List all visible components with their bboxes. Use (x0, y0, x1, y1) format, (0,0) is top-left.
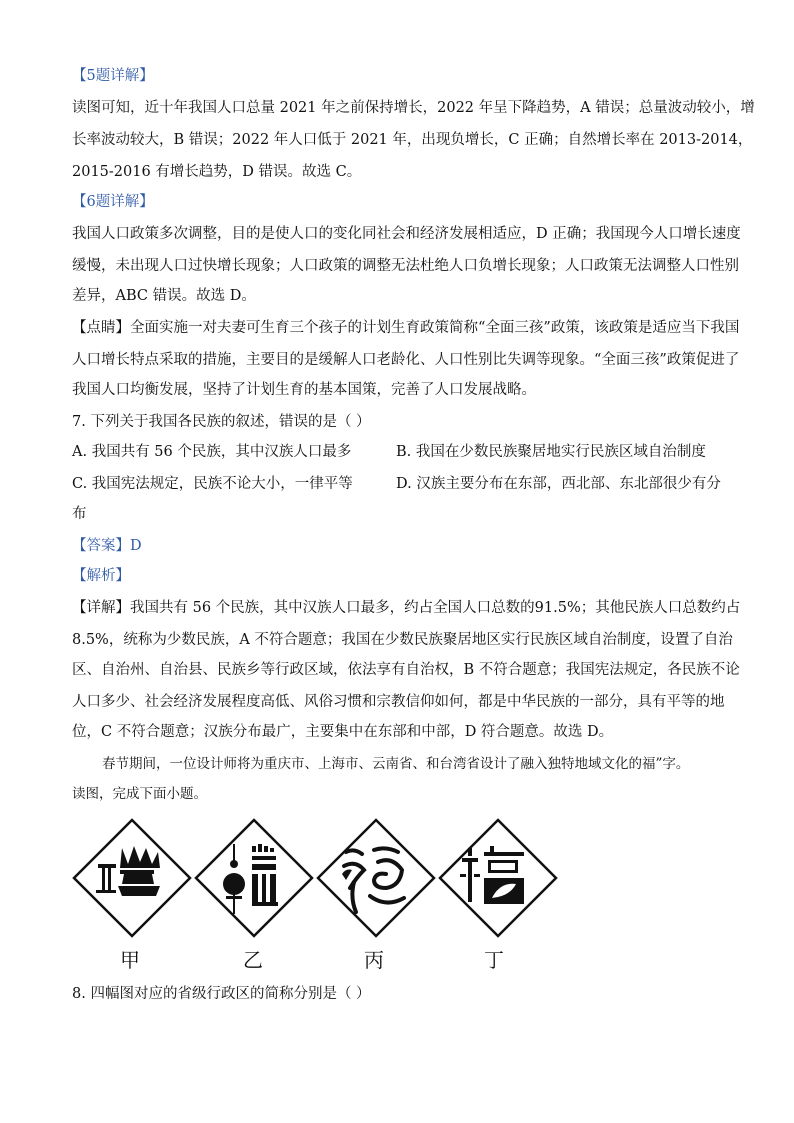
tip-line: 【点睛】全面实施一对夫妻可生育三个孩子的计划生育政策简称“全面三孩”政策，该政策是适应当下我国 (72, 320, 740, 336)
section-heading-q6: 【6题详解】 (72, 194, 154, 210)
material-intro: 春节期间，一位设计师将为重庆市、上海市、云南省、和台湾省设计了融入独特地域文化的福”字。 (102, 756, 690, 772)
tip-line: 我国人口均衡发展，坚持了计划生育的基本国策，完善了人口发展战略。 (72, 382, 536, 398)
label-yi: 乙 (243, 948, 263, 972)
detail-line: 【详解】我国共有 56 个民族，其中汉族人口最多，约占全国人口总数的91.5%；其他民族人口总数约占 (72, 600, 741, 616)
logo-jia (74, 820, 190, 936)
option-d-continued: 布 (72, 506, 87, 522)
text-line: 长率波动较大，B 错误；2022 年人口低于 2021 年，出现负增长，C 正确；自然增长率在 2013-2014， (72, 132, 753, 148)
label-ding: 丁 (484, 948, 504, 972)
detail-line: 人口多少、社会经济发展程度高低、风俗习惯和宗教信仰如何，都是中华民族的一部分，具有平等的地 (72, 694, 725, 710)
text-line: 读图可知，近十年我国人口总量 2021 年之前保持增长，2022 年呈下降趋势，A 错误；总量波动较小，增 (72, 100, 755, 116)
text-line: 差异，ABC 错误。故选 D。 (72, 288, 256, 304)
tip-line: 人口增长特点采取的措施，主要目的是缓解人口老龄化、人口性别比失调等现象。“全面三孩”政策促进了 (72, 352, 740, 368)
option-d: D. 汉族主要分布在东部，西北部、东北部很少有分 (396, 476, 721, 492)
logo-bing (318, 820, 434, 936)
question-7-stem: 7. 下列关于我国各民族的叙述，错误的是（ ） (72, 414, 371, 430)
text-line: 我国人口政策多次调整，目的是使人口的变化同社会和经济发展相适应，D 正确；我国现今人口增长速度 (72, 226, 741, 242)
text-line: 缓慢，未出现人口过快增长现象；人口政策的调整无法杜绝人口负增长现象；人口政策无法调整人口性别 (72, 258, 739, 274)
fu-character-figure (72, 818, 562, 938)
option-a: A. 我国共有 56 个民族，其中汉族人口最多 (72, 444, 352, 460)
detail-line: 位，C 不符合题意；汉族分布最广，主要集中在东部和中部，D 符合题意。故选 D。 (72, 724, 614, 740)
question-8-stem: 8. 四幅图对应的省级行政区的简称分别是（ ） (72, 986, 371, 1002)
logo-yi (196, 820, 312, 936)
logo-ding (440, 820, 556, 936)
label-bing: 丙 (364, 948, 384, 972)
option-c: C. 我国宪法规定，民族不论大小，一律平等 (72, 476, 353, 492)
text-line: 2015-2016 有增长趋势，D 错误。故选 C。 (72, 164, 362, 180)
detail-line: 区、自治州、自治县、民族乡等行政区域，依法享有自治权，B 不符合题意；我国宪法规定，各民族不论 (72, 662, 740, 678)
material-instruction: 读图，完成下面小题。 (72, 786, 207, 802)
label-jia: 甲 (120, 948, 140, 972)
answer-label: 【答案】D (72, 538, 142, 554)
detail-line: 8.5%，统称为少数民族，A 不符合题意；我国在少数民族聚居地区实行民族区域自治制度，设置了自治 (72, 632, 733, 648)
analysis-label: 【解析】 (72, 568, 130, 584)
option-b: B. 我国在少数民族聚居地实行民族区域自治制度 (396, 444, 706, 460)
section-heading-q5: 【5题详解】 (72, 68, 154, 84)
